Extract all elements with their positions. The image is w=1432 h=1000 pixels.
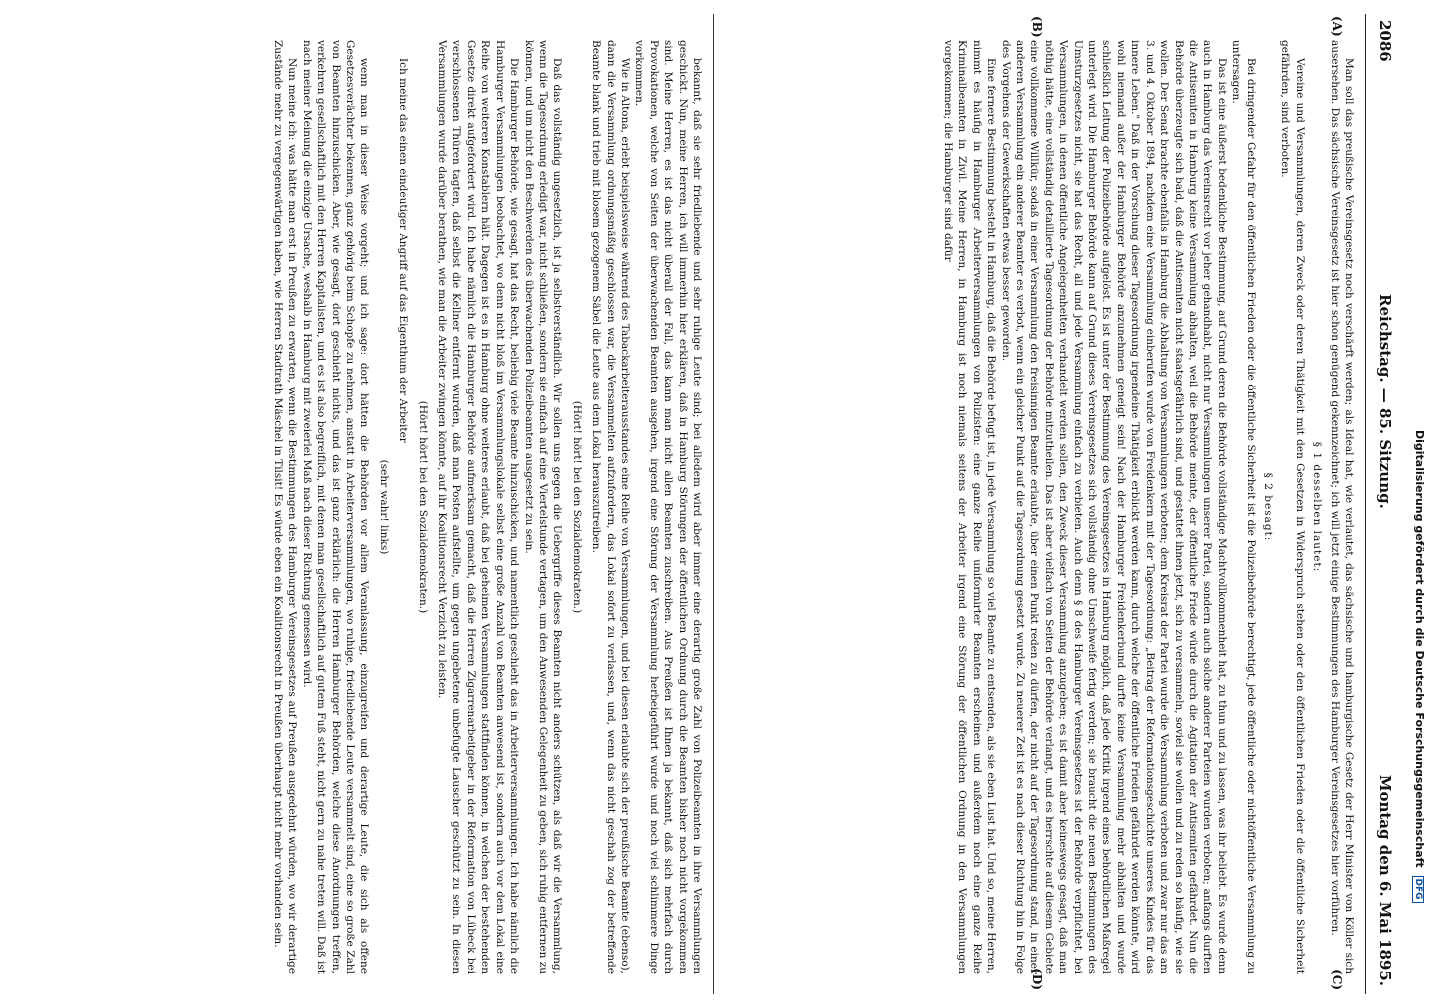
page-number: 2086 [1376, 20, 1394, 62]
paragraph: wenn man in dieser Weise vorgeht; und ich sage: dort hätten die Behörden vor allem Veranlassung, einzugreifen und derartige Leute, die sich als offene Gesetzesverächter bekennen, ganz gehörig beim Schopfe zu nehmen, anstatt in Arbeiterversammlungen, wo ruhige, friedliebende Leute versammelt sind, eine so große Zahl von Beamten hinzuschicken. Aber, wie gesagt, dort geschieht nichts, und das ist ganz erklärlich: die Herren Hamburger Behörden, welche diese Anordnungen treffen, verkehren gesellschaftlich mit den Herren Kapitalisten, und es ist also begreiflich, mit denen man gesellschaftlich auf gutem Fuß steht, nicht gern zu nahe treten will. Daß ist nach meiner Meinung die einzige Ursache, weshalb in Hamburg mit zweierlei Maß nach dieser Richtung gemessen wird. [300, 40, 371, 974]
session-title: Reichstag. — 85. Sitzung. [1376, 294, 1394, 509]
quoted-paragraph: Vereine und Versammlungen, deren Zweck oder deren Thätigkeit mit den Gesetzen in Widerspruch stehen oder den öffentlichen Frieden oder die öffentliche Sicherheit gefährden, sind verboten. [1279, 40, 1306, 974]
credit-text: Digitalisierung gefördert durch die Deutsche Forschungsgemeinschaft [1413, 430, 1426, 868]
right-text-column [24, 40, 704, 974]
paragraph: Nun meine ich: was hätte man erst in Preußen zu erwarten, wenn die Bestimmungen des Hamburger Vereinsgesetzes auf Preußen ausgedehnt würden, wo wir derartige Zustände mehr zu vergegenwärtigen haben, wie Herren Stadtrath Mäschel in Tilsit! Es würde eben ein Koalitionsrecht in Preußen überhaupt nicht mehr vorhanden sein. [272, 40, 299, 974]
dfg-logo: DFG [1412, 876, 1424, 903]
interjection: (Hört! hört! bei den Sozialdemokraten.) [570, 400, 583, 614]
interjection: (Hört! hört! bei den Sozialdemokraten.) [416, 400, 429, 614]
paragraph: bekannt, daß sie sehr friedliebende und sehr ruhige Leute sind; bei alledem wird aber immer eine derartig große Zahl von Polizeibeamten in ihre Versammlungen geschickt. Nun, meine Herren, ich will immerhin hier erklären, daß in Hamburg Störungen der öffentlichen Ordnung durch die Beamten bisher noch nicht vorgekommen sind. Meine Herren, es ist das nicht überall der Fall, das kann man nicht allen Beamten zuschreiben. Aus Preußen ist Ihnen ja bekannt, daß sich mehrfach durch Provokationen, welche von Seiten der überwachenden Beamten ausgehen, irgend eine Störung der Versammlung herbeigeführt wurde und noch viel schlimmere Dinge vorkommen. [633, 40, 703, 974]
paragraph: Wie in Altona, erlebt beispielsweise während des Tabackarbeiterausstandes eine Reihe von Versammlungen, und bei diesen erlaubte sich der preußische Beamte (ebenso), dann die Versammlung ordnungsmäßig geschlossen war, die Versammelten aufzufordern, das Lokal sofort zu verlassen, und, wenn das nicht geschah zog der betreffende Beamte blank und trieb mit blosem gezogenem Säbel die Leute aus dem Lokal herauszutreiben. [590, 40, 631, 974]
section-heading: § 2 besagt: [1261, 472, 1274, 542]
paragraph: Das ist eine äußerst bedenkliche Bestimmung, auf Grund deren die Behörde vollständige Machtvollkommenheit hat, zu thun und zu lassen, was ihr beliebt. Es wurde denn auch in Hamburg das Vereinsrecht vor jeher gehandhabt, nicht nur Versammlungen unserer Partei, sondern auch solche anderer Parteien wurden verboten; anfangs durften die Antisemiten in Hamburg keine Versammlung abhalten, weil die Behörde meinte, der öffentliche Friede würde durch die Agitation der Antisemiten gefährdet. Nun die Behörde überzeugte sich bald, daß die Antisemiten nicht staatsgefährlich sind, und gestattet ihnen jetzt, sich zu versammeln, soviel sie wollen und zu reden so häufig, wie sie wollen. Der Senat brachte ebenfalls in Hamburg die Abhaltung von Versammlungen verboten; dem Kreisrat der Partei wurde die Versammlung verboten und zwar nur das am 3. und 4. Oktober 1894, nachdem eine Versammlung einberufen wurde von Freidenkern mit der Tagesordnung: „Beitrag der Reformationsgeschichte unseres Kindes für das innere Leben." Daß in der Vorschung dieser Tagesordnung irgendeine Thätigkeit erblickt werden kann, durch welche der öffentliche Frieden gefährdet werden könnte, wird wohl niemand außer der Hamburger Behörde anzunehmen geneigt sein! Nach der Hamburger Freidenkerbund durfte keine Versammlung mehr abhalten und wurde schließlich Leitung der Polizeibehörde aufgelöst. Es ist unter der Bestimmung des Vereinsgesetzes in Hamburg möglich, daß jede Kritik irgend eines behördlichen Maßregel unterlegt wird. Die Hamburger Behörde kann auf Grund dieses Vereinsgesetzes sich vollständig ohne Umschweife fertig werden; sie braucht die neuen Bestimmungen des Umsturzgesetzes nicht, sie hat das Recht, all und jede Versammlung einfach zu verbieten. Auch denn § 8 des Hamburger Vereinsgesetzes ist der Behörde verpflichtet, bei Versammlungen, in denen öffentliche Angelegenheiten verhandelt werden sollen, den Zweck dieser Versammlung anzugeben; es ist damit aber keineswegs gesagt, daß man nöthig hätte, eine vollständig detaillierte Tagesordnung der Behörde mitzutheilen. Das ist aber vielfach von Seiten der Behörde verlangt, und es herrschte auf diesem Gebiete eine vollkommene Willkür, sodaß in einer Versammlung den freisinnigen Beamte erlaubte, über einen Punkt reden zu dürfen, der nicht auf der Tagesordnung stand, in einer anderen Versammlung ein anderer Beamter es verbot, wenn ein gleicher Punkt auf die Tagesordnung gesetzt wurde. Zu neuerer Zeit ist es nach dieser Richtung hin in Folge des Vorgehens der Gewerkschaften etwas besser geworden. [999, 40, 1228, 974]
section-heading: § 1 desselben lautet: [1311, 441, 1324, 573]
margin-marker-b: (B) [1030, 16, 1044, 38]
paragraph: Eine fernere Bestimmung besteht in Hamburg, daß die Behörde befugt ist, in jede Versammlung so viel Beamte zu entsenden, als sie eben Lust hat. Und so, meine Herren, nimmt es häufig in Hamburger Arbeiterversammlungen von Polizisten: eine ganze Reihe uniformirter Beamten erscheinen und außerdem noch eine ganze Reihe Kriminalbeamten in Zivil. Meine Herren, in Hamburg ist noch niemals seitens der Arbeiter irgend eine Störung der öffentlichen Ordnung in den Versammlungen vorgekommen; die Hamburger sind dafür [942, 40, 998, 974]
margin-marker-c: (C) [1330, 969, 1344, 990]
margin-marker-d: (D) [1030, 968, 1044, 990]
quoted-paragraph: Bei dringender Gefahr für den öffentlichen Frieden oder die öffentliche Sicherheit ist die Polizeibehörde berechtigt, jede öffentliche oder nichtöffentliche Versammlung zu untersagen. [1230, 40, 1257, 974]
page-header [1365, 14, 1404, 994]
left-text-column [720, 40, 1356, 974]
session-date: Montag den 6. Mai 1895. [1376, 774, 1394, 986]
digitization-credit [1406, 430, 1430, 1000]
paragraph: Man soll das preußische Vereinsgesetz noch verschärft werden; als Ideal hat, wie verlautet, das sächsische und hamburgische Gesetz der Herr Minister von Köller sich ausersehen. Das sächsische Vereinsgesetz ist hier schon genügend gekennzeichnet; ich will jetzt einige Bestimmungen des Hamburger Vereinsgesetzes hier vorführen. [1328, 40, 1355, 974]
interjection: (sehr wahr! links) [377, 459, 390, 555]
paragraph: Ich meine das einen eindeutiger Angriff auf das Eigenthum der Arbeiter [397, 58, 410, 443]
margin-marker-a: (A) [1330, 16, 1344, 37]
column-divider [713, 14, 714, 994]
rotated-document [14, 14, 1404, 994]
paragraph: Die Hamburger Behörde, wie gesagt, hat das Recht, beliebig viele Beamte hinzuschicken, und namentlich geschieht das in Arbeiterversammlungen. Ich habe nämlich die Hamburger Versammlungen beobachtet, wo denn nicht bloß im Versammlungslokale selbst eine große Anzahl von Beamten anwesend ist, sondern auch vor dem Lokal eine Reihe von weiteren Konstablern hält. Dagegen ist es in Hamburg ohne weiteres erlaubt, daß bei geheimen Versammlungen stattfinden können, in welchen der bestehenden Gesetze direkt aufgefordert wird. Ich habe nämlich die Hamburger Behörde aufmerksam gemacht, daß die Herren Zigarrenarbeitgeber in der Reformation von Lübeck bei verschlossenen Thüren tagten, daß selbst die Kellner entfernt wurden, daß man Posten aufstellte, um gegen ungebetene unbefugte Lauscher geschützt zu sein. In diesen Versammlungen wurde darüber berathen, wie man die Arbeiter zwingen könnte, auf ihr Koalitionsrecht Verzicht zu leisten. [436, 40, 521, 974]
paragraph: Daß das vollständig ungesetzlich, ist ja selbstverständlich. Wir sollen uns gegen die Uebergriffe dieses Beamten nicht anders schützen, als daß wir die Versammlung, wenn die Tagesordnung erledigt war, nicht schließen, sondern sie einfach auf eine Viertelstunde vertagen, um den Anwesenden Gelegenheit zu geben, sich ruhig entfernen zu können, und um nicht den Beschwerden des überwachenden Polizeibeamten ausgesetzt zu sein. [522, 40, 564, 974]
credit-line [1404, 430, 1426, 990]
